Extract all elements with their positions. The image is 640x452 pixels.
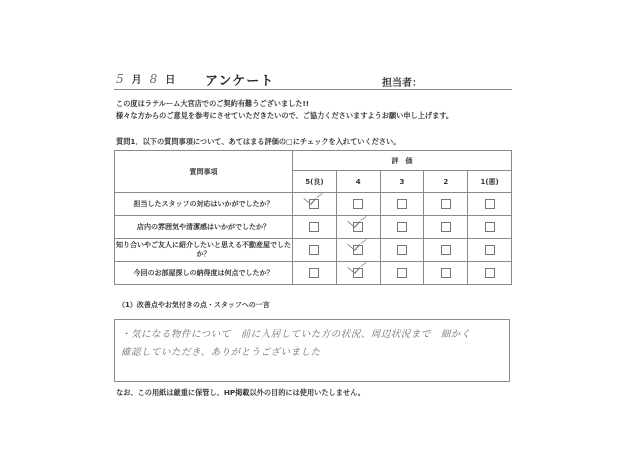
checkbox-1[interactable] bbox=[485, 222, 495, 232]
checkbox-5-checked[interactable] bbox=[309, 199, 319, 209]
checkbox-5[interactable] bbox=[309, 245, 319, 255]
comment-textarea[interactable] bbox=[114, 319, 510, 382]
rating-label-2: 2 bbox=[424, 171, 468, 193]
comment-line-2: 確認していただき、ありがとうございました bbox=[121, 347, 321, 358]
question-text: 担当したスタッフの対応はいかがでしたか？ bbox=[115, 193, 293, 216]
checkbox-4[interactable] bbox=[353, 199, 363, 209]
comment-heading: （1）改善点やお気付きの点・スタッフへの一言 bbox=[118, 301, 270, 309]
question1-heading: 質問1．以下の質問事項について、あてはまる評価の□にチェックを入れていください。 bbox=[116, 137, 401, 146]
comment-line-1: ・気になる物件について 前に入居していた方の状況、周辺状況まで 細かく bbox=[121, 329, 471, 340]
rating-label-3: 3 bbox=[380, 171, 424, 193]
day-value[interactable]: 8 bbox=[149, 72, 158, 86]
checkbox-2[interactable] bbox=[441, 222, 451, 232]
rating-label-4: 4 bbox=[336, 171, 380, 193]
checkbox-3[interactable] bbox=[397, 199, 407, 209]
table-row bbox=[115, 193, 512, 216]
table-row bbox=[115, 216, 512, 239]
staff-label: 担当者： bbox=[382, 78, 422, 89]
rating-table bbox=[114, 150, 512, 285]
month-value[interactable]: 5 bbox=[116, 72, 124, 86]
checkbox-1[interactable] bbox=[485, 268, 495, 278]
intro-request: 様々な方からのご意見を参考にさせていただきたいので、ご協力くださいますようお願い申し上げます。 bbox=[116, 111, 454, 120]
privacy-notice: なお、この用紙は厳重に保管し、HP掲載以外の目的には使用いたしません。 bbox=[116, 388, 365, 397]
rating-label-1: 1(悪) bbox=[468, 171, 512, 193]
checkbox-4-checked[interactable] bbox=[353, 245, 363, 255]
table-row bbox=[115, 262, 512, 285]
table-row bbox=[115, 239, 512, 262]
checkbox-1[interactable] bbox=[485, 199, 495, 209]
checkbox-5[interactable] bbox=[309, 268, 319, 278]
intro-thanks: この度はラテルーム大宮店でのご契約有難うございました!! bbox=[116, 99, 310, 108]
month-label: 月 bbox=[131, 75, 142, 86]
checkbox-3[interactable] bbox=[397, 268, 407, 278]
checkbox-5[interactable] bbox=[309, 222, 319, 232]
rating-label-5: 5(良) bbox=[293, 171, 337, 193]
page-title: アンケート bbox=[205, 74, 275, 89]
day-label: 日 bbox=[165, 75, 176, 86]
checkbox-1[interactable] bbox=[485, 245, 495, 255]
question-text: 店内の雰囲気や清潔感はいかがでしたか？ bbox=[115, 216, 293, 239]
rating-column-header: 評 価 bbox=[293, 151, 512, 171]
question-text: 知り合いやご友人に紹介したいと思える不動産屋でしたか？ bbox=[115, 239, 293, 262]
checkbox-2[interactable] bbox=[441, 268, 451, 278]
checkbox-3[interactable] bbox=[397, 222, 407, 232]
checkbox-3[interactable] bbox=[397, 245, 407, 255]
date-field bbox=[116, 71, 183, 86]
question-text: 今回のお部屋探しの納得度は何点でしたか？ bbox=[115, 262, 293, 285]
checkbox-4-checked[interactable] bbox=[353, 268, 363, 278]
checkbox-4-checked[interactable] bbox=[353, 222, 363, 232]
staff-field bbox=[382, 74, 422, 89]
checkbox-2[interactable] bbox=[441, 199, 451, 209]
question-column-header: 質問事項 bbox=[115, 151, 293, 193]
header-divider bbox=[114, 89, 512, 90]
checkbox-2[interactable] bbox=[441, 245, 451, 255]
